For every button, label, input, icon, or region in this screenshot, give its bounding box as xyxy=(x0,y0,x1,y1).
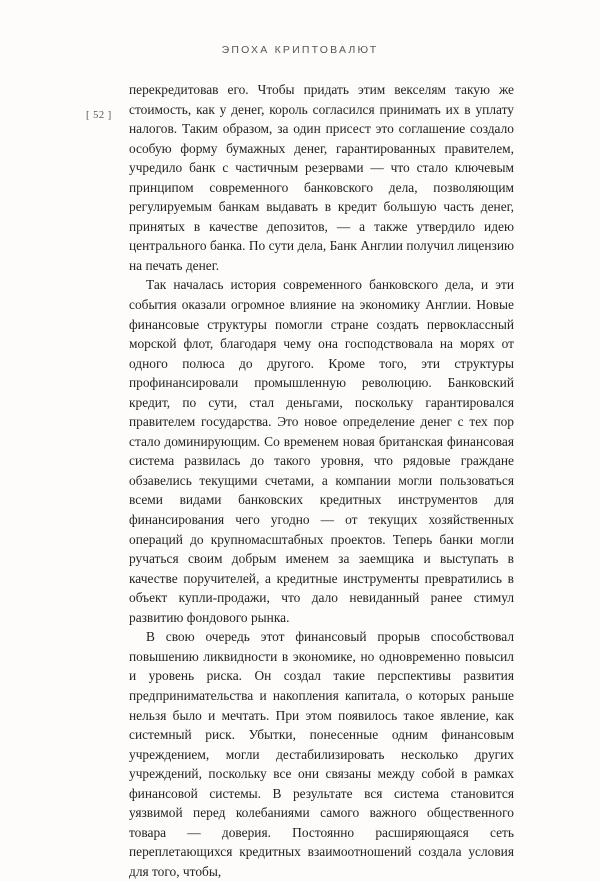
running-header: ЭПОХА КРИПТОВАЛЮТ xyxy=(221,44,379,56)
page-number: [ 52 ] xyxy=(86,110,112,121)
paragraph-3: В свою очередь этот финансовый прорыв способствовал повышению ликвидности в экономике, но одновременно повысил и уровень риска. Он создал такие перспективы развития предпринимательства и накопления капитала, о которых раньше нельзя было и мечтать. При этом появилось такое явление, как системный риск. Убытки, понесенные одним финансовым учреждением, могли дестабилизировать несколько других учреждений, поскольку все они связаны между собой в рамках финансовой системы. В результате вся система становится уязвимой перед колебаниями самого важного общественного товара — доверия. Постоянно расширяющаяся сеть переплетающихся кредитных взаимоотношений создала условия для того, чтобы, xyxy=(129,629,514,879)
paragraph-2: Так началась история современного банковского дела, и эти события оказали огромное влияние на экономику Англии. Новые финансовые структуры помогли стране создать первоклассный морской флот, благодаря чему она господствовала на морях от одного полюса до другого. Кроме того, эти структуры профинансировали промышленную революцию. Банковский кредит, по сути, стал деньгами, поскольку гарантировался правителем государства. Это новое определение денег с тех пор стало доминирующим. Со временем новая британская финансовая система развилась до такого уровня, что рядовые граждане обзавелись текущими счетами, а компании могли пользоваться всеми видами банковских кредитных инструментов для финансирования чего угодно — от текущих хозяйственных операций до крупномасштабных проектов. Теперь банки могли ручаться своим добрым именем за заемщика и выступать в качестве поручителей, а кредитные инструменты превратились в объект купли-продажи, что дало невиданный ранее стимул развитию фондового рынка. xyxy=(129,277,514,625)
paragraph-1: перекредитовав его. Чтобы придать этим векселям такую же стоимость, как у денег, король согласился принимать их в уплату налогов. Таким образом, за один присест это соглашение создало особую форму бумажных денег, гарантированных правителем, учредило банк с частичным резервами — что стало ключевым принципом современного банковского дела, позволяющим регулируемым банкам выдавать в кредит большую часть денег, принятых в качестве депозитов, — а также утвердило идею центрального банка. По сути дела, Банк Англии получил лицензию на печать денег. xyxy=(129,82,514,273)
body-text xyxy=(129,80,514,881)
